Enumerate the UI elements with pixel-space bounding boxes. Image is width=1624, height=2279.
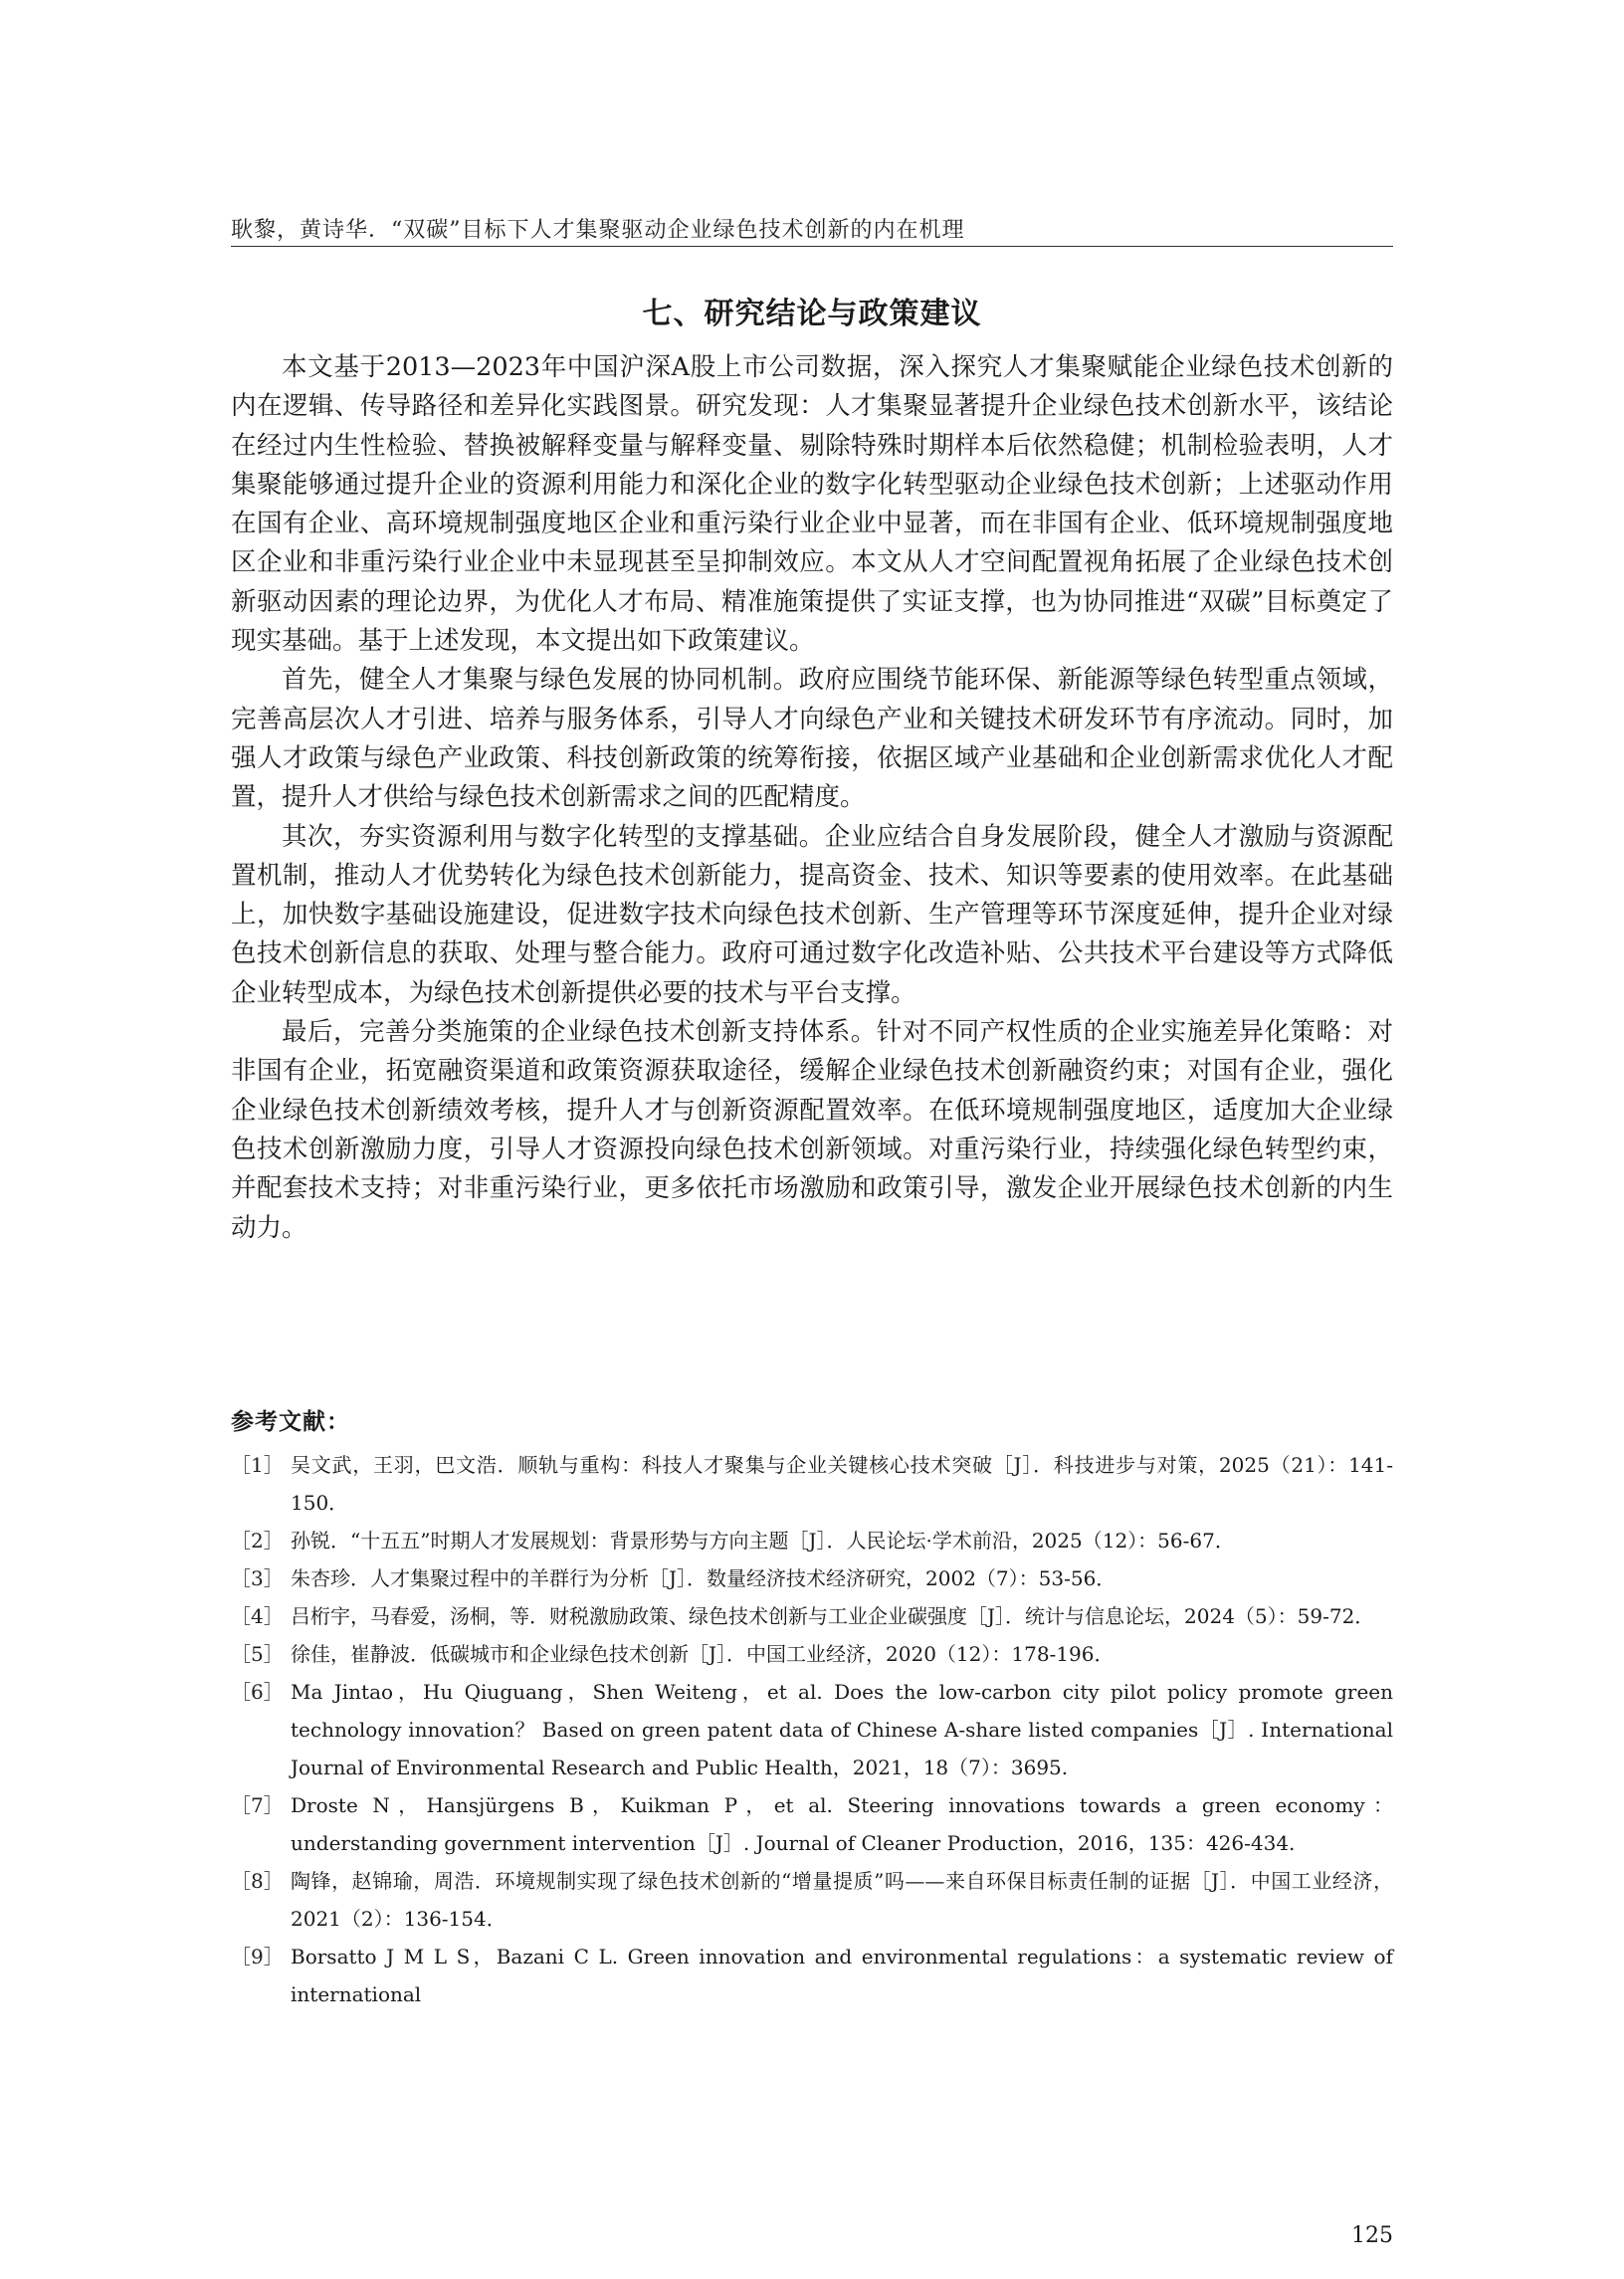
paragraph-second-suggestion: 其次，夯实资源利用与数字化转型的支撑基础。企业应结合自身发展阶段，健全人才激励与资源配置机制，推动人才优势转化为绿色技术创新能力，提高资金、技术、知识等要素的使用效率。在此基础上，加快数字基础设施建设，促进数字技术向绿色技术创新、生产管理等环节深度延伸，提升企业对绿色技术创新信息的获取、处理与整合能力。政府可通过数字化改造补贴、公共技术平台建设等方式降低企业转型成本，为绿色技术创新提供必要的技术与平台支撑。 xyxy=(231,821,1393,1008)
reference-text: 孙锐．“十五五”时期人才发展规划：背景形势与方向主题［J］．人民论坛·学术前沿，2025（12）：56-67． xyxy=(291,1529,1235,1553)
reference-item xyxy=(231,1559,1393,1597)
reference-number: ［5］ xyxy=(231,1642,284,1666)
reference-number: ［8］ xyxy=(231,1869,284,1893)
reference-item xyxy=(231,1446,1393,1522)
reference-text: Droste N，Hansjürgens B，Kuikman P，et al. Steering innovations towards a green economy：understanding government intervention［J］. Journal of Cleaner Production，2016，135：426-434. xyxy=(291,1793,1393,1855)
reference-item xyxy=(231,1597,1393,1635)
reference-number: ［2］ xyxy=(231,1529,284,1553)
reference-item xyxy=(231,1635,1393,1673)
reference-text: 朱杏珍．人才集聚过程中的羊群行为分析［J］．数量经济技术经济研究，2002（7）：53-56． xyxy=(291,1566,1116,1590)
references-heading: 参考文献： xyxy=(231,1409,350,1435)
paragraph-first-suggestion: 首先，健全人才集聚与绿色发展的协同机制。政府应围绕节能环保、新能源等绿色转型重点领域，完善高层次人才引进、培养与服务体系，引导人才向绿色产业和关键技术研发环节有序流动。同时，加强人才政策与绿色产业政策、科技创新政策的统筹衔接，依据区域产业基础和企业创新需求优化人才配置，提升人才供给与绿色技术创新需求之间的匹配精度。 xyxy=(231,665,1393,813)
reference-number: ［7］ xyxy=(231,1793,284,1817)
reference-number: ［3］ xyxy=(231,1566,284,1590)
paragraph-conclusions: 本文基于2013—2023年中国沪深A股上市公司数据，深入探究人才集聚赋能企业绿色技术创新的内在逻辑、传导路径和差异化实践图景。研究发现：人才集聚显著提升企业绿色技术创新水平，该结论在经过内生性检验、替换被解释变量与解释变量、剔除特殊时期样本后依然稳健；机制检验表明，人才集聚能够通过提升企业的资源利用能力和深化企业的数字化转型驱动企业绿色技术创新；上述驱动作用在国有企业、高环境规制强度地区企业和重污染行业企业中显著，而在非国有企业、低环境规制强度地区企业和非重污染行业企业中未显现甚至呈抑制效应。本文从人才空间配置视角拓展了企业绿色技术创新驱动因素的理论边界，为优化人才布局、精准施策提供了实证支撑，也为协同推进“双碳”目标奠定了现实基础。基于上述发现，本文提出如下政策建议。 xyxy=(231,352,1393,657)
running-title: 耿黎，黄诗华．“双碳”目标下人才集聚驱动企业绿色技术创新的内在机理 xyxy=(231,218,965,243)
reference-text: 吴文武，王羽，巴文浩．顺轨与重构：科技人才聚集与企业关键核心技术突破［J］．科技进步与对策，2025（21）：141-150． xyxy=(291,1453,1393,1515)
reference-text: 徐佳，崔静波．低碳城市和企业绿色技术创新［J］．中国工业经济，2020（12）：178-196． xyxy=(291,1642,1115,1666)
reference-number: ［9］ xyxy=(231,1945,284,1968)
reference-item xyxy=(231,1862,1393,1938)
reference-text: 吕桁宇，马春爱，汤桐，等．财税激励政策、绿色技术创新与工业企业碳强度［J］．统计与信息论坛，2024（5）：59-72． xyxy=(291,1604,1375,1628)
body-text xyxy=(231,348,1393,1248)
reference-text: 陶锋，赵锦瑜，周浩．环境规制实现了绿色技术创新的“增量提质”吗——来自环保目标责任制的证据［J］．中国工业经济，2021（2）：136-154． xyxy=(291,1869,1393,1931)
reference-text: Borsatto J M L S，Bazani C L. Green innovation and environmental regulations：a systematic review of international xyxy=(291,1945,1393,2006)
reference-number: ［6］ xyxy=(231,1680,284,1704)
reference-item xyxy=(231,1522,1393,1559)
references-list xyxy=(231,1446,1393,2013)
reference-number: ［1］ xyxy=(231,1453,284,1477)
reference-item xyxy=(231,1938,1393,2013)
header-rule xyxy=(231,246,1393,247)
page-number: 125 xyxy=(1351,2223,1393,2248)
reference-item xyxy=(231,1673,1393,1786)
paragraph-final-suggestion: 最后，完善分类施策的企业绿色技术创新支持体系。针对不同产权性质的企业实施差异化策略：对非国有企业，拓宽融资渠道和政策资源获取途径，缓解企业绿色技术创新融资约束；对国有企业，强化企业绿色技术创新绩效考核，提升人才与创新资源配置效率。在低环境规制强度地区，适度加大企业绿色技术创新激励力度，引导人才资源投向绿色技术创新领域。对重污染行业，持续强化绿色转型约束，并配套技术支持；对非重污染行业，更多依托市场激励和政策引导，激发企业开展绿色技术创新的内生动力。 xyxy=(231,1017,1393,1243)
section-title: 七、研究结论与政策建议 xyxy=(642,297,982,331)
reference-number: ［4］ xyxy=(231,1604,284,1628)
reference-item xyxy=(231,1786,1393,1862)
reference-text: Ma Jintao，Hu Qiuguang，Shen Weiteng，et al. Does the low-carbon city pilot policy promote green technology innovation？ Based on green patent data of Chinese A-share listed companies［J］. International Journal of Environmental Research and Public Health，2021，18（7）：3695. xyxy=(291,1680,1393,1779)
